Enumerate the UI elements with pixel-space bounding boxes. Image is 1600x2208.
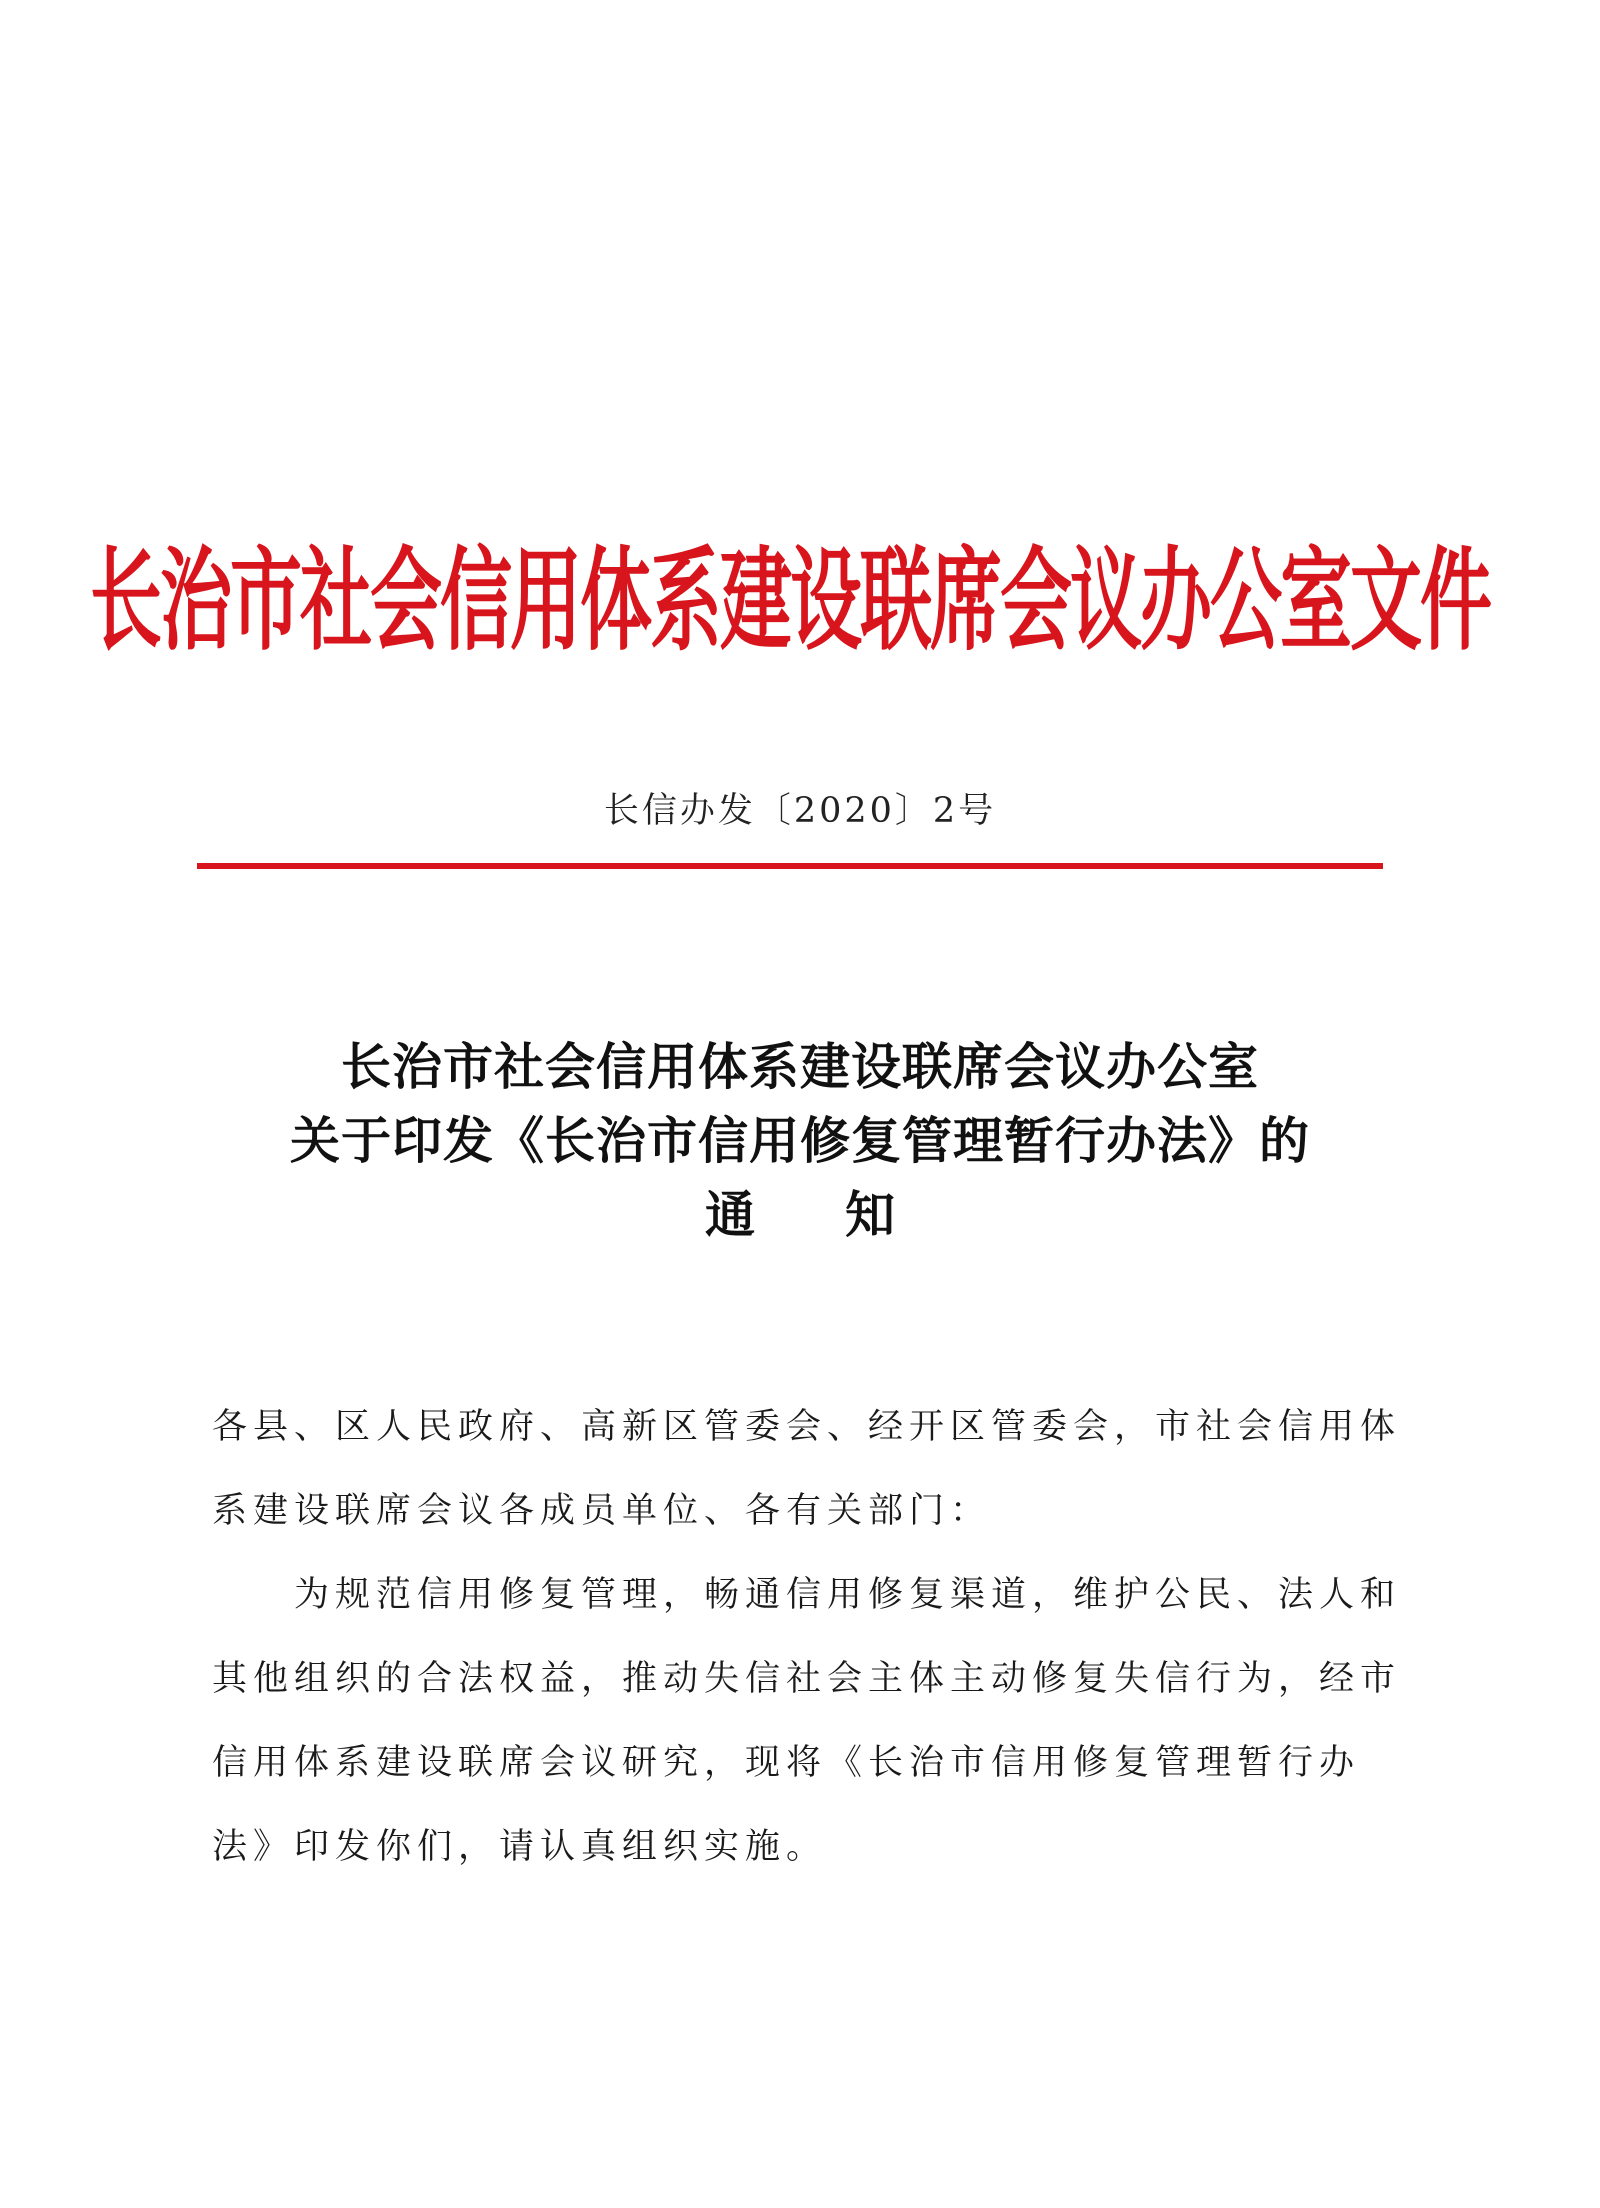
notice-title-line-1: 长治市社会信用体系建设联席会议办公室 <box>341 1037 1259 1096</box>
body-paragraph: 为规范信用修复管理，畅通信用修复渠道，维护公民、法人和其他组织的合法权益，推动失信社会主体主动修复失信行为，经市信用体系建设联席会议研究，现将《长治市信用修复管理暂行办法》印发你们，请认真组织实施。 <box>212 1575 1402 1867</box>
notice-title-line-3: 通知 <box>705 1185 985 1244</box>
notice-title-line-2: 关于印发《长治市信用修复管理暂行办法》的 <box>290 1111 1310 1170</box>
masthead <box>90 525 1491 675</box>
notice-body <box>212 1385 1412 1889</box>
salutation: 各县、区人民政府、高新区管委会、经开区管委会，市社会信用体系建设联席会议各成员单位、各有关部门： <box>212 1407 1402 1531</box>
red-divider-line <box>197 863 1383 869</box>
notice-title <box>0 1030 1600 1252</box>
document-number: 长信办发〔2020〕2号 <box>603 791 997 831</box>
masthead-title: 长治市社会信用体系建设联席会议办公室文件 <box>90 534 1491 666</box>
